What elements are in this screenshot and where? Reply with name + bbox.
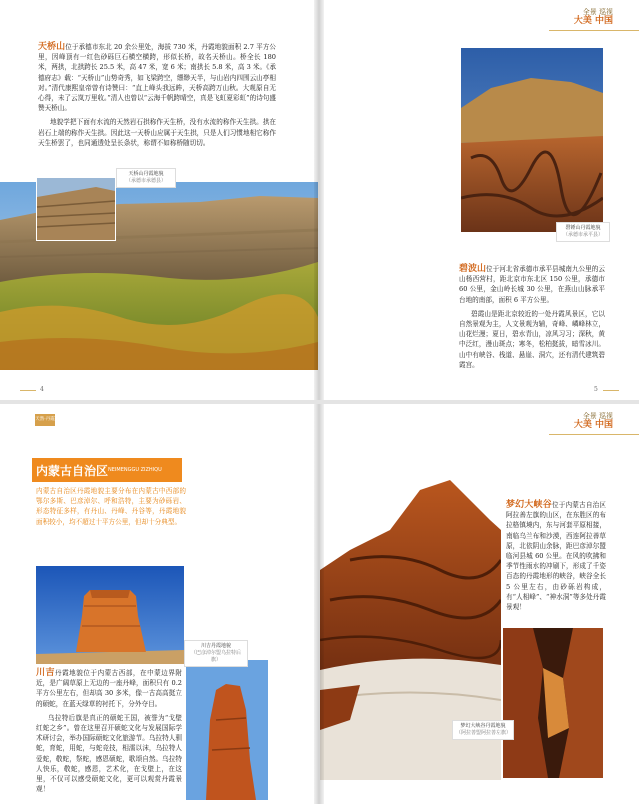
page5-body: [459, 264, 605, 370]
page5-brand-line1: 全景 巡视: [582, 8, 613, 16]
page4-body: [38, 42, 276, 148]
page7-brand: [574, 412, 613, 430]
page7-para1: 位于内蒙古自治区阿拉善左旗的山区，在东胜区的布拉格镇境内，东与河套平原相接，南临乌兰布和沙漠，西连阿拉善草原，北依阴山余脉，距巴彦淖尔盟临河县城 60 公里。在风的吹拂和季节性雨水的冲刷下，形成了千姿百态的丹霞地形的峡谷，峡谷全长 5 公里左右，由砂砾岩构成，有“人相峰”、“神水洞”等多处丹霞景观！: [506, 501, 606, 612]
page5-footer-line: [603, 390, 619, 391]
page5-caption-title: 磬锤山丹霞地貌: [565, 225, 601, 231]
page4-footer-line: [20, 390, 36, 391]
page6-caption-title: 川吉丹霞地貌: [200, 643, 231, 649]
page7-caption-title: 梦幻大峡谷丹霞地貌: [460, 723, 506, 729]
qingchui-photo: [461, 48, 603, 232]
spread1-gutter: [314, 0, 324, 400]
chuanji-photo-2: [186, 660, 268, 800]
page5-number: 5: [594, 386, 598, 393]
page7-caption-sub: （阿拉善盟阿拉善左旗）: [456, 730, 512, 736]
page5-caption-sub: （承德市承平县）: [562, 232, 603, 238]
page7-brand-line2: 大美 中国: [573, 420, 613, 430]
page6-para2: 乌拉特后旗是真正的硕蛇王国，被誉为“戈壁红蛇之乡”。曾在这里召开硕蛇文化与发展国际学术研讨会，举办国际硕蛇文化旅游节。乌拉特人驯蛇，育蛇，用蛇，与蛇竞技，相濡以沫，乌拉特人爱蛇，敬蛇，祭蛇，感恩硕蛇，歌颂自然。乌拉特人快乐，敬蛇，感恩，艺术化，在戈壁上，在这里，不仅可以感受硕蛇文化，更可以观赏丹霞景观！: [36, 713, 182, 794]
page5-para1: 位于河北省承德市承平县城南九公里的云山杨西营村，距北京市东北区 150 公里，承德市 60 公里，金山岭长城 30 公里，在燕山山脉承平台地的南部，面积 6 平方公里。: [459, 265, 605, 304]
page4-number: 4: [40, 386, 44, 393]
page5-brand: [574, 8, 613, 26]
page4-caption-title: 天桥山丹霞地貌: [128, 171, 164, 177]
page6-para1: 丹霞地貌位于内蒙古西部，在中蒙边界附近，是广阔草原上无边的一座丹峰，面积只有 0.2 平方公里左右，但却高 30 多米，像一古高高挺立的硕蛇，在蓝天绿草的衬托下，分外夺目。: [36, 669, 182, 708]
page7-caption: [452, 720, 514, 740]
page5-brand-line2: 大美 中国: [573, 16, 613, 26]
page7-brand-line1: 全景 巡视: [582, 412, 613, 420]
page7-body: [506, 500, 606, 612]
page4-heading: 天桥山: [38, 42, 66, 52]
spread2-gutter: [314, 404, 324, 804]
spread-pages-6-7: [0, 404, 639, 804]
page6-intro: 内蒙古自治区丹霞地貌主要分布在内蒙古中西部的鄂尔多斯、巴彦淖尔、呼和浩特，主要为砂砾岩、形态特征多样，有丹山、丹峰、丹谷等，丹霞地貌面积较小，均不超过十平方公里，但却十分典型。: [36, 487, 186, 526]
page6-caption: [184, 640, 248, 667]
page5-brand-rule: [549, 30, 639, 31]
page4-para1: 位于承德市东北 20 余公里处，海拔 730 米，丹霞地貌面积 2.7 平方公里，因峰顶有一红色砂砾巨石横空横跨，形似长桥，故名天桥山。桥全长 180 米，两拱，北拱跨长 25.5 米，高 47 米，宽 6 米；南拱长 5.8 米，高 3 米。《承德府志》载：“天桥山”山势奇秀，如飞梁跨空，缥缈天半，与山岩内四围云山亭相对。”清代康熙皇帝曾有诗赞曰：“直上峰头我远眸，天桥高跨万山秋。大观原自无心得，未了云岚万里收。”清人也曾以“云海千帆跨晴空，真是飞虹夏彩虹”的诗句盛赞天桥山。: [38, 43, 276, 113]
chuanji-photo: [36, 566, 184, 664]
page5-para2: 碧霞山是距北京较近的一处丹霞风景区，它以自然景观为主，人文景观为辅，奇峰、嶙峰林立，山花烂漫；夏日，碧水青山，凉风习习；深秋，黄中泛红，漫山斑点；寒冬，松柏挺拔，暗雪冰川。山中有峡谷、栈道、悬崖、洞穴，还有清代建筑碧霞宫。: [459, 309, 605, 369]
page4-caption: [116, 168, 176, 188]
page4-caption-sub: （承德市承德县）: [125, 178, 166, 184]
page6-caption-sub: （巴彦淖尔盟乌拉特后旗）: [190, 650, 241, 663]
page6-heading: 川吉: [36, 668, 55, 678]
page5-caption: [556, 222, 610, 242]
page6-body: [36, 668, 182, 794]
menghuan-small-photo: [503, 628, 603, 778]
region-title: 内蒙古自治区: [36, 464, 109, 478]
page7-brand-rule: [549, 434, 639, 435]
region-title-en: NEIMENGGU ZIZHIQU: [108, 467, 162, 473]
page7-heading: 梦幻大峡谷: [506, 500, 552, 510]
spread-pages-4-5: [0, 0, 639, 400]
page4-para2: 地貌学把下面有水流的天然岩石拱称作天生桥，没有水流的称作天生拱。拱在岩石上端的称作天生拱。因此这一天桥山应属于天生拱，只是人们习惯地相它称作天生桥罢了，也同通透处呈长条状，称谓不如称桥随切切。: [38, 118, 276, 147]
tianqiao-inset-photo: [36, 177, 116, 241]
tag-ribbon-icon: 天然·丹霞: [35, 414, 55, 426]
page5-heading: 碧波山: [459, 264, 487, 274]
